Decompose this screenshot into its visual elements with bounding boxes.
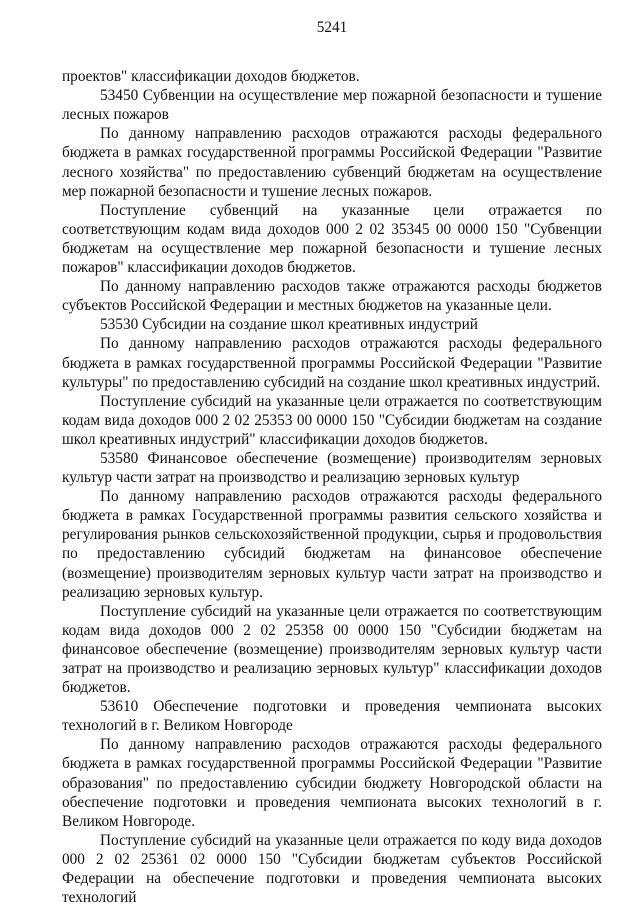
- document-page: [62, 18, 602, 907]
- paragraph-continuation: проектов" классификации доходов бюджетов.: [62, 68, 360, 86]
- paragraph: Поступление субвенций на указанные цели отражается по соответствующим кодам вида доходов 000 2 02 35345 00 0000 150 "Субвенции бюджетам на осуществление мер пожарной безопасности и тушение лесных пожаров" классификации доходов бюджетов.: [62, 201, 602, 277]
- paragraph: По данному направлению расходов отражаются расходы федерального бюджета в рамках государственной программы Российской Федерации "Развитие культуры" по предоставлению субсидий на создание школ креативных индустрий.: [62, 335, 602, 391]
- page-number: 5241: [316, 19, 348, 36]
- paragraph: Поступление субсидий на указанные цели отражается по коду вида доходов 000 2 02 25361 02 0000 150 "Субсидии бюджетам субъектов Российской Федерации на обеспечение подготовки и проведения чемпионата высоких технологий: [62, 831, 602, 907]
- paragraph: По данному направлению расходов отражаются расходы федерального бюджета в рамках Государственной программы развития сельского хозяйства и регулирования рынков сельскохозяйственной продукции, сырья и продовольствия по предоставлению субсидий бюджетам на финансовое обеспечение (возмещение) производителям зерновых культур части затрат на производство и реализацию зерновых культур.: [62, 488, 602, 601]
- section-heading-53450: 53450 Субвенции на осуществление мер пожарной безопасности и тушение лесных пожаров: [62, 87, 602, 124]
- section-heading-53530: 53530 Субсидии на создание школ креативных индустрий: [100, 316, 478, 334]
- section-heading-53610: 53610 Обеспечение подготовки и проведения чемпионата высоких технологий в г. Великом Новгороде: [62, 698, 602, 735]
- section-heading-53580: 53580 Финансовое обеспечение (возмещение) производителям зерновых культур части затрат на производство и реализацию зерновых культур: [62, 449, 602, 487]
- paragraph: По данному направлению расходов также отражаются расходы бюджетов субъектов Российской Федерации и местных бюджетов на указанные цели.: [62, 278, 602, 315]
- paragraph: Поступление субсидий на указанные цели отражается по соответствующим кодам вида доходов 000 2 02 25353 00 0000 150 "Субсидии бюджетам на создание школ креативных индустрий" классификации доходов бюджетов.: [62, 392, 602, 448]
- paragraph: По данному направлению расходов отражаются расходы федерального бюджета в рамках государственной программы Российской Федерации "Развитие образования" по предоставлению субсидии бюджету Новгородской области на обеспечение подготовки и проведения чемпионата высоких технологий в г. Великом Новгороде.: [62, 736, 602, 830]
- paragraph: Поступление субсидий на указанные цели отражается по соответствующим кодам вида доходов 000 2 02 25358 00 0000 150 "Субсидии бюджетам на финансовое обеспечение (возмещение) производителям зерновых культур части затрат на производство и реализацию зерновых культур" классификации доходов бюджетов.: [62, 602, 602, 697]
- paragraph: По данному направлению расходов отражаются расходы федерального бюджета в рамках государственной программы Российской Федерации "Развитие лесного хозяйства" по предоставлению субвенций бюджетам на осуществление мер пожарной безопасности и тушение лесных пожаров.: [62, 125, 602, 200]
